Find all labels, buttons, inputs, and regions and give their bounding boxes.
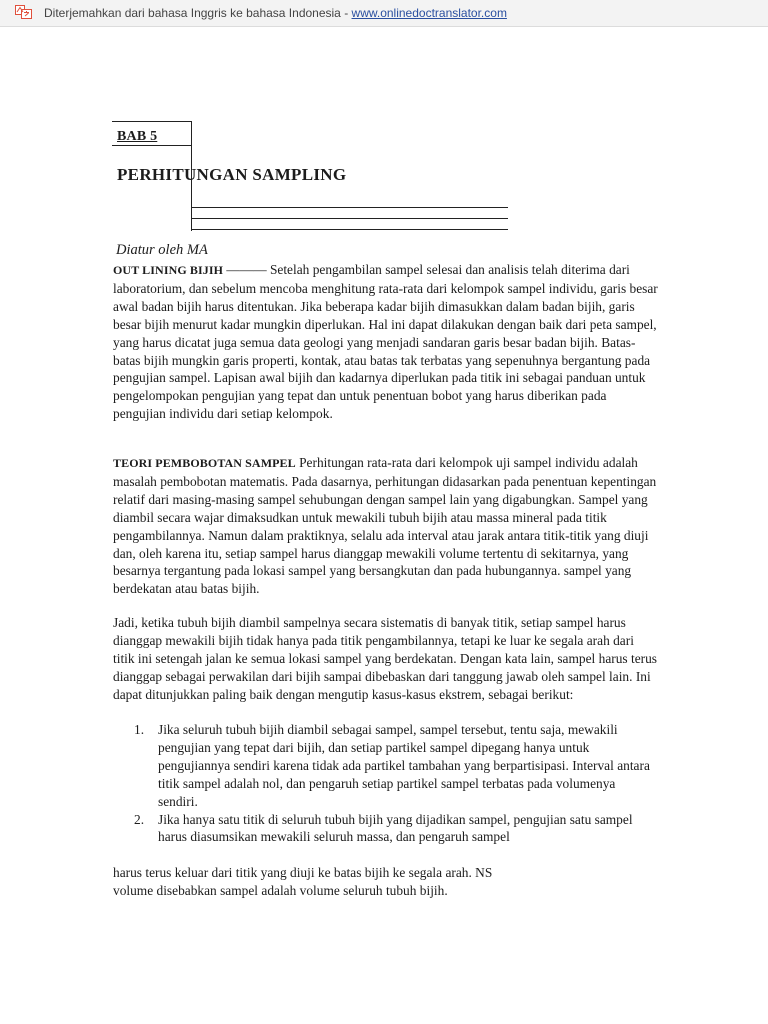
paragraph-lead: OUT LINING BIJIH <box>113 263 224 277</box>
banner-label: Diterjemahkan dari bahasa Inggris ke bahasa Indonesia - <box>44 6 352 20</box>
translator-link[interactable]: www.onlinedoctranslator.com <box>351 6 507 20</box>
author-byline: Diatur oleh MA <box>116 242 208 258</box>
list-item-text: Jika seluruh tubuh bijih diambil sebagai sampel, sampel tersebut, tentu saja, mewakili pengujian yang tepat dari bijih, dan setiap partikel sampel dipegang hanya untuk pengujiannya sendiri karena tidak ada partikel tambahan yang berpartisipasi. Interval antara titik sampel adalah nol, dan pengaruh setiap partikel sampel terbatas pada volumenya sendiri. <box>158 722 650 809</box>
paragraph-teori <box>113 454 658 598</box>
chapter-label: BAB 5 <box>117 129 158 144</box>
list-item <box>113 721 658 811</box>
page-title: PERHITUNGAN SAMPLING <box>117 165 347 184</box>
paragraph-lead: TEORI PEMBOBOTAN SAMPEL <box>113 456 296 470</box>
numbered-list <box>113 721 658 846</box>
paragraph-outlining <box>113 261 658 423</box>
heading-rule-2 <box>191 218 508 219</box>
heading-rule-3 <box>191 229 508 230</box>
heading-rule-1 <box>191 207 508 208</box>
heading-rule-under-chapter <box>112 145 192 146</box>
trailing-line-1: harus terus keluar dari titik yang diuji ke batas bijih ke segala arah. NS <box>113 865 493 880</box>
list-item <box>113 811 658 847</box>
translator-banner <box>0 0 768 27</box>
list-item-continuation: harus diasumsikan mewakili seluruh massa, dan pengaruh sampel <box>158 829 510 845</box>
translate-icon[interactable] <box>15 5 32 19</box>
paragraph-body: ——— Setelah pengambilan sampel selesai dan analisis telah diterima dari laboratorium, dan sebelum mencoba menghitung rata-rata dari kelompok sampel individu, garis besar awal badan bijih harus ditentukan. Jika beberapa kadar bijih dimasukkan dalam badan bijih, garis besar bijih menurut kadar mungkin diperlukan. Hal ini dapat dilakukan dengan baik dari peta sampel, yang harus dicatat juga semua data geologi yang menjadi sandaran garis besar badan bijih. Batas-batas bijih mungkin garis properti, kontak, atau batas tak terbatas yang sepenuhnya bergantung pada pengujian sampel. Lapisan awal bijih dan kadarnya diperlukan pada titik ini sebagai panduan untuk pengelompokan pengujian yang tepat dan untuk penentuan bobot yang harus diberikan pada pengujian individu dari setiap kelompok. <box>113 262 658 422</box>
paragraph-body: Perhitungan rata-rata dari kelompok uji sampel individu adalah masalah pembobotan matematis. Pada dasarnya, perhitungan didasarkan pada penentuan kepentingan relatif dari masing-masing sampel sehubungan dengan sampel lain yang digabungkan. Sampel yang diambil secara wajar dimaksudkan untuk mewakili tubuh bijih atau massa mineral pada titik pengambilannya. Namun dalam praktiknya, selalu ada interval atau jarak antara titik-titik yang diuji dan, oleh karena itu, setiap sampel harus dianggap mewakili volume tertentu di sekitarnya, yang besarnya tergantung pada lokasi sampel yang bersangkutan dan pada hubungannya. sampel yang berdekatan atau batas bijih. <box>113 455 657 597</box>
banner-text <box>44 6 507 20</box>
heading-rule-top <box>112 121 192 122</box>
list-item-text: Jika hanya satu titik di seluruh tubuh bijih yang dijadikan sampel, pengujian satu sampel <box>158 811 633 827</box>
paragraph-jadi: Jadi, ketika tubuh bijih diambil sampelnya secara sistematis di banyak titik, setiap sampel harus dianggap mewakili bijih tidak hanya pada titik pengambilannya, tetapi ke luar ke segala arah dari titik ini setengah jalan ke semua lokasi sampel yang berdekatan. Dengan kata lain, sampel harus terus dianggap sebagai perwakilan dari bijih sampai dibebaskan dari tanggung jawab oleh sampel lain. Ini dapat ditunjukkan paling baik dengan mengutip kasus-kasus ekstrem, sebagai berikut: <box>113 615 658 702</box>
list-number: 1. <box>134 722 145 737</box>
trailing-line-2: volume disebabkan sampel adalah volume seluruh tubuh bijih. <box>113 883 448 898</box>
list-number: 2. <box>134 811 145 827</box>
